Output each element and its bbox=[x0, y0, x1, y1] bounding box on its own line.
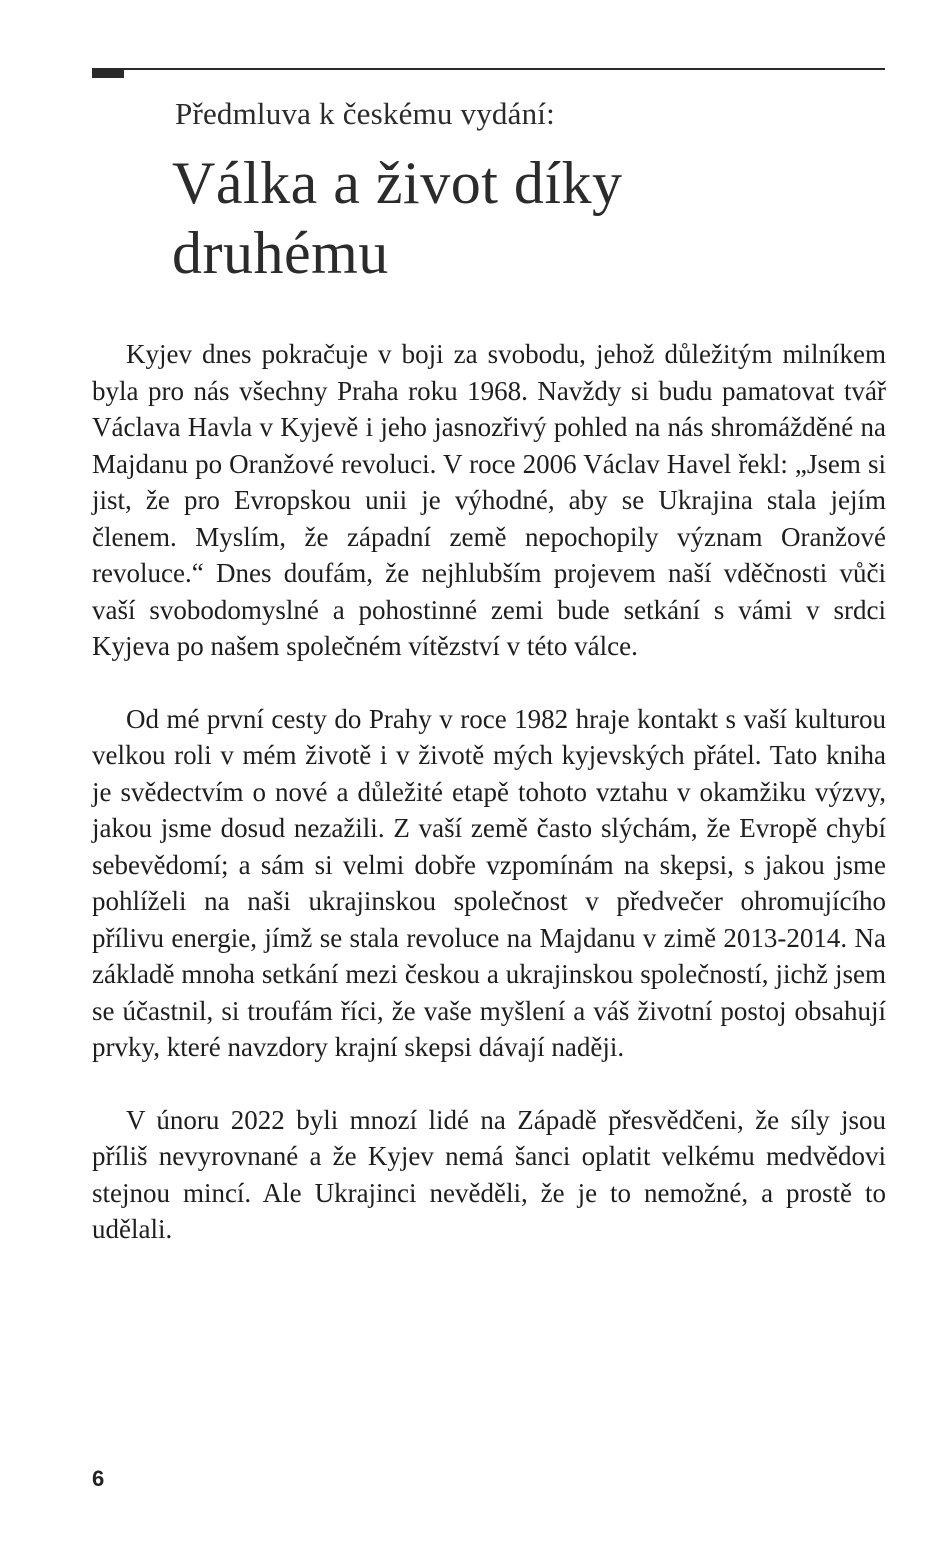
body-text bbox=[92, 336, 886, 1248]
header-rule bbox=[92, 68, 885, 70]
paragraph-2: Od mé první cesty do Prahy v roce 1982 hraje kontakt s vaší kulturou velkou roli v mém životě i v životě mých kyjevských přátel. Tato kniha je svědectvím o nové a důležité etapě tohoto vztahu v okamžiku výzvy, jakou jsme dosud nezažili. Z vaší země často slýchám, že Evropě chybí sebevědomí; a sám si velmi dobře vzpomínám na skepsi, s jakou jsme pohlíželi na naši ukrajinskou společnost v předvečer ohromujícího přílivu energie, jímž se stala revoluce na Majdanu v zimě 2013-2014. Na základě mnoha setkání mezi českou a ukrajinskou společností, jichž jsem se účastnil, si troufám říci, že vaše myšlení a váš životní postoj obsahují prvky, které navzdory krajní skepsi dávají naději. bbox=[92, 703, 886, 1062]
paragraph-1: Kyjev dnes pokračuje v boji za svobodu, jehož důležitým milníkem byla pro nás všechny Praha roku 1968. Navždy si budu pamatovat tvář Václava Havla v Kyjevě i jeho jasnozřivý pohled na nás shromážděné na Majdanu po Oranžové revoluci. V roce 2006 Václav Havel řekl: „Jsem si jist, že pro Evropskou unii je výhodné, aby se Ukrajina stala jejím členem. Myslím, že západní země nepochopily význam Oranžové revoluce.“ Dnes doufám, že nejhlubším projevem naší vděčnosti vůči vaší svobodomyslné a pohostinné zemi bude setkání s vámi v srdci Kyjeva po našem společném vítězství v této válce. bbox=[92, 339, 886, 661]
chapter-title: Válka a život díky druhému bbox=[172, 150, 623, 286]
page-number: 6 bbox=[92, 1466, 105, 1491]
chapter-subtitle: Předmluva k českému vydání: bbox=[175, 96, 555, 131]
header-rule-block bbox=[92, 68, 124, 78]
paragraph-3: V únoru 2022 byli mnozí lidé na Západě přesvědčeni, že síly jsou příliš nevyrovnané a že Kyjev nemá šanci oplatit velkému medvědovi stejnou mincí. Ale Ukrajinci nevěděli, že je to nemožné, a prostě to udělali. bbox=[92, 1104, 886, 1244]
